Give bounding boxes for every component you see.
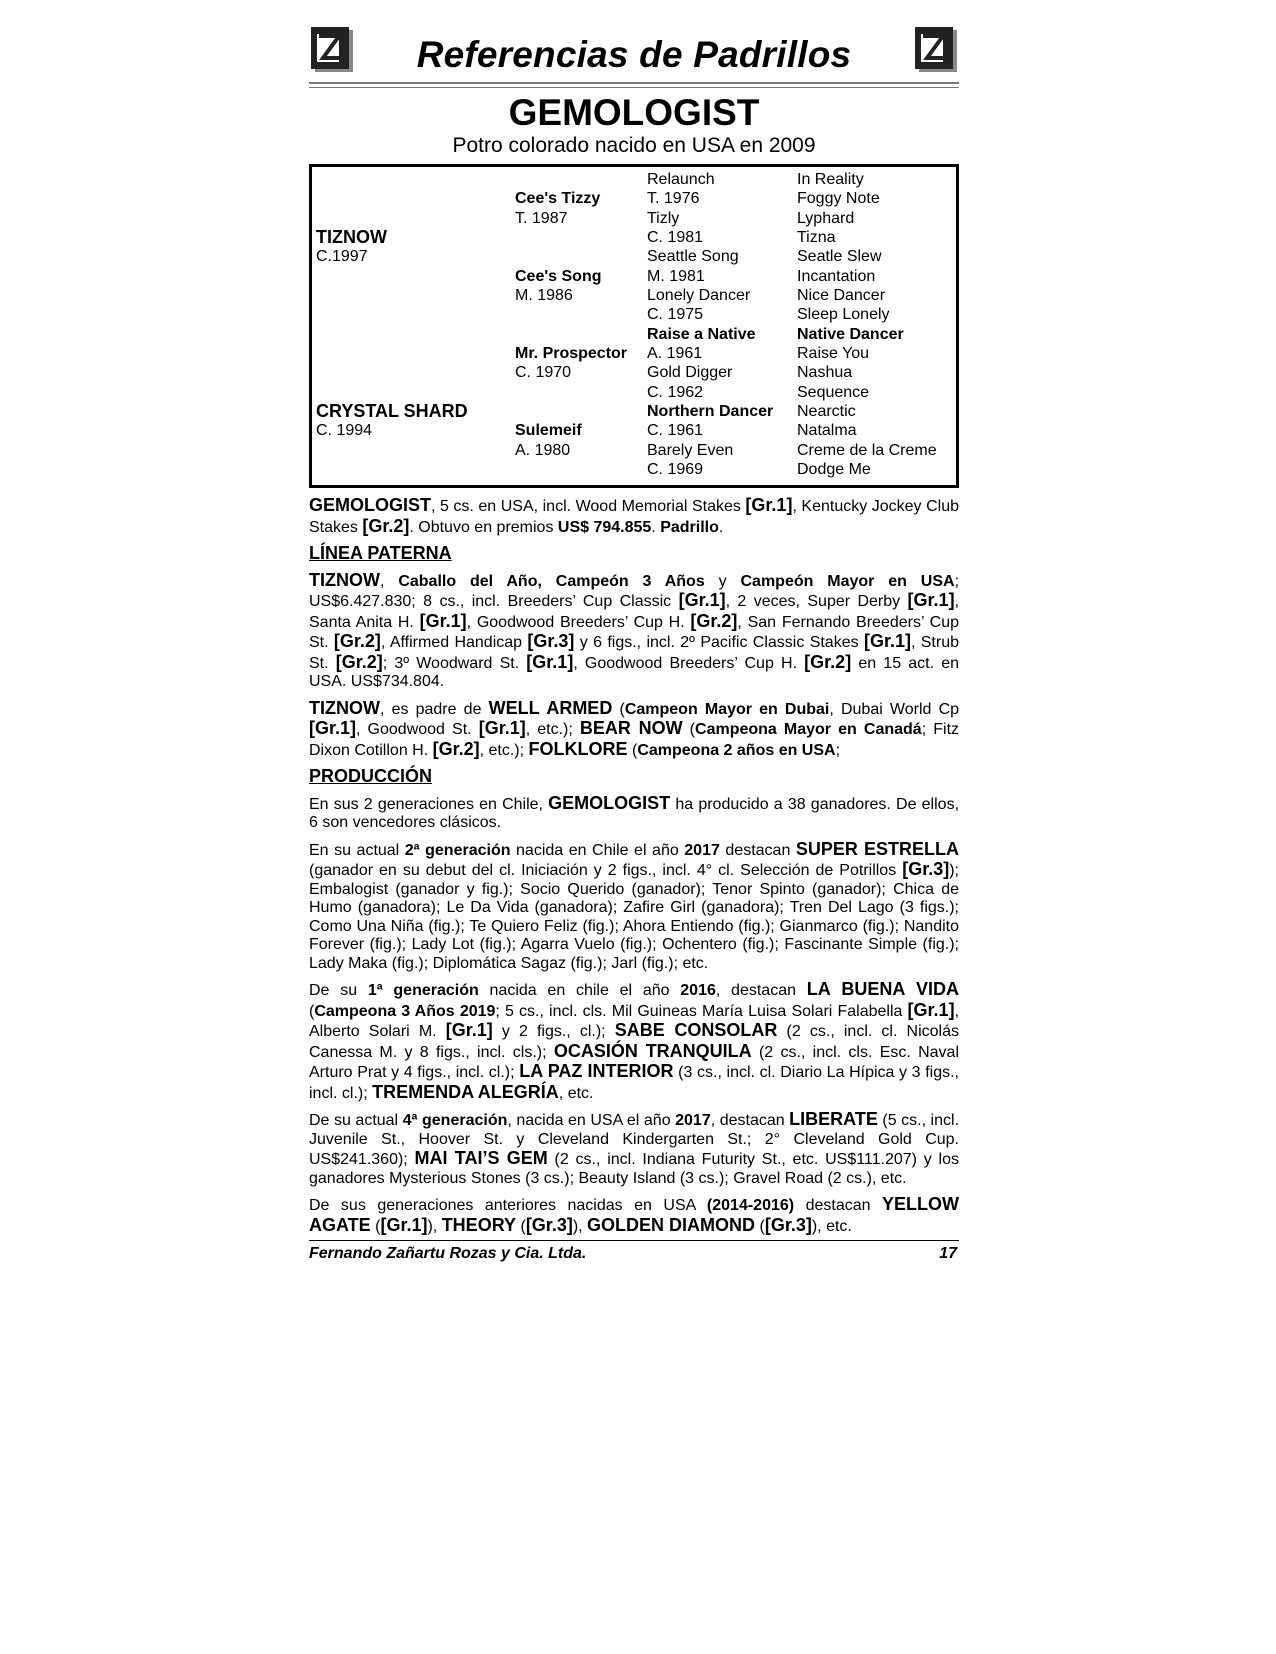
pedigree-cell <box>515 460 645 479</box>
text-run: , Goodwood Breeders’ Cup H. <box>466 613 691 631</box>
pedigree-cell: C. 1961 <box>647 422 704 440</box>
pedigree-cell: Relaunch <box>647 171 715 188</box>
text-run: [Gr.1] <box>478 718 526 738</box>
text-run: De su actual <box>309 1112 403 1129</box>
text-run: [Gr.1] <box>907 590 955 610</box>
pedigree-cell: TIZNOW <box>316 227 387 248</box>
text-run: (5 cs., incl. Juvenile St., Hoover St. y Cleveland Kindergarten St.; 2° Cleveland Gold Cup. US$241.360); <box>309 1112 960 1168</box>
text-run: OCASIÓN TRANQUILA <box>553 1040 752 1061</box>
text-run: ), <box>572 1217 588 1235</box>
text-run: GEMOLOGIST <box>548 792 671 813</box>
pedigree-cell: T. 1976 <box>647 190 700 208</box>
pedigree-cell: C.1997 <box>316 248 368 266</box>
text-run: ( <box>370 1217 381 1235</box>
text-run: , Affirmed Handicap <box>380 634 528 651</box>
page-header <box>309 20 959 78</box>
text-run: LÍNEA PATERNA <box>309 543 452 563</box>
text-run: ; 3º Woodward St. <box>382 654 527 672</box>
text-run: YELLOW AGATE <box>309 1194 959 1235</box>
text-run: [Gr.2] <box>432 738 480 759</box>
pedigree-cell: Raise You <box>797 345 870 363</box>
text-run: WELL ARMED <box>488 697 613 718</box>
pedigree-cell: Native Dancer <box>797 325 904 343</box>
logo-icon <box>913 26 959 74</box>
pedigree-cell <box>316 363 511 382</box>
text-run: [Gr.1] <box>419 610 467 631</box>
text-run: US$ 794.855 <box>557 518 652 536</box>
text-run: , Alberto Solari M. <box>309 1002 960 1040</box>
text-run: BEAR NOW <box>579 718 683 738</box>
pedigree-cell: M. 1981 <box>647 267 705 285</box>
pedigree-cell: Lonely Dancer <box>647 287 751 305</box>
pedigree-cell: Tizna <box>797 229 836 247</box>
pedigree-cell: Sulemeif <box>515 422 582 440</box>
paragraph <box>309 1110 959 1188</box>
text-run: , es padre de <box>379 700 489 718</box>
text-run: , 2 veces, Super Derby <box>725 593 908 610</box>
pedigree-cell <box>316 383 511 402</box>
pedigree-table <box>309 164 959 488</box>
pedigree-cell <box>316 344 511 363</box>
pedigree-cell: C. 1994 <box>316 422 373 440</box>
pedigree-cell: Raise a Native <box>647 325 756 343</box>
pedigree-cell <box>316 209 511 228</box>
pedigree-cell: C. 1970 <box>515 364 572 382</box>
text-run: 4ª generación <box>402 1112 508 1129</box>
footer-company: Fernando Zañartu Rozas y Cia. Ltda. <box>309 1245 587 1262</box>
text-run: ( <box>612 700 625 718</box>
pedigree-cell: Dodge Me <box>797 461 871 479</box>
text-run: , etc.); <box>525 721 580 738</box>
text-run: y <box>704 572 741 590</box>
text-run: , 5 cs. en USA, incl. Wood Memorial Stakes <box>431 498 746 515</box>
text-run: (2 cs., incl. cl. Nicolás Canessa M. y 8 figs., incl. cls.); <box>309 1023 959 1061</box>
text-run: nacida en Chile el año <box>510 841 685 859</box>
pedigree-cell <box>515 228 645 247</box>
text-run: ); Embalogist (ganador y fig.); Socio Querido (ganador); Tenor Spinto (ganador); Chica de Humo (ganadora); Le Da Vida (ganadora); Zafire Girl (ganadora); Tren Del Lago (3 figs.); Como Una Niña (fig.); Te Quiero Feliz (fig.); Ahora Entiendo (fig.); Gianmarco (fig.); Nandito Forever (fig.); Lady Lot (fig.); Agarra Vuelo (fig.); Ochentero (fig.); Fascinante Simple (fig.); Lady Maka (fig.); Diplomática Sagaz (fig.); Jarl (fig.); etc. <box>309 862 959 972</box>
text-run: . <box>651 518 661 536</box>
pedigree-cell: Sequence <box>797 383 870 401</box>
text-run: 2016 <box>680 982 716 999</box>
pedigree-cell: T. 1987 <box>515 209 568 227</box>
pedigree-cell <box>316 460 511 479</box>
text-run: , destacan <box>710 1112 790 1129</box>
text-run: Caballo del Año, Campeón 3 Años <box>398 572 705 590</box>
text-run: [Gr.2] <box>335 651 383 672</box>
text-run: , Santa Anita H. <box>309 593 960 631</box>
pedigree-cell <box>316 189 511 208</box>
text-run: (3 cs., incl. cl. Diario La Hípica y 3 figs., incl. cl.); <box>309 1064 959 1102</box>
paragraph <box>309 980 959 1103</box>
text-run: ), <box>427 1217 442 1235</box>
text-run: [Gr.1] <box>863 631 911 651</box>
header-rule <box>309 82 959 88</box>
pedigree-cell <box>316 286 511 305</box>
pedigree-cell: Cee's Song <box>515 267 602 285</box>
pedigree-cell <box>515 305 645 324</box>
text-run: SUPER ESTRELLA <box>795 838 959 859</box>
text-run: , Goodwood Breeders’ Cup H. <box>573 654 805 672</box>
text-run: destacan <box>794 1197 882 1214</box>
text-run: ( <box>682 721 696 738</box>
text-run: [Gr.1] <box>309 718 357 738</box>
text-run: [Gr.3] <box>764 1214 812 1235</box>
text-run: LIBERATE <box>789 1109 878 1129</box>
text-run: . Obtuvo en premios <box>409 518 558 536</box>
description-body <box>309 496 959 1236</box>
text-run: 2017 <box>675 1112 711 1129</box>
pedigree-cell: Nice Dancer <box>797 287 886 305</box>
text-run: , <box>379 572 399 590</box>
pedigree-cell: Gold Digger <box>647 364 733 382</box>
text-run: [Gr.1] <box>907 999 955 1020</box>
page <box>309 20 959 1243</box>
pedigree-cell <box>316 325 511 344</box>
text-run: De sus generaciones anteriores nacidas en USA <box>309 1197 707 1214</box>
text-run: ( <box>516 1217 526 1235</box>
pedigree-cell <box>515 325 645 344</box>
pedigree-cell <box>515 247 645 266</box>
pedigree-cell: Nearctic <box>797 403 856 421</box>
paragraph <box>309 794 959 833</box>
pedigree-cell <box>515 383 645 402</box>
text-run: TIZNOW <box>309 697 380 718</box>
pedigree-cell: C. 1969 <box>647 461 704 479</box>
pedigree-cell: Foggy Note <box>797 190 880 208</box>
text-run: y 6 figs., incl. 2º Pacific Classic Stakes <box>574 634 864 651</box>
text-run: Campeón Mayor en USA <box>740 572 955 590</box>
pedigree-cell: C. 1962 <box>647 383 704 401</box>
text-run: SABE CONSOLAR <box>614 1020 778 1040</box>
text-run: , Strub St. <box>309 634 959 672</box>
text-run: [Gr.1] <box>745 495 793 515</box>
text-run: De su <box>309 982 368 999</box>
text-run: Campeon Mayor en Dubai <box>624 700 830 718</box>
text-run: LA PAZ INTERIOR <box>519 1061 674 1081</box>
horse-name: GEMOLOGIST <box>508 92 760 133</box>
pedigree-cell: Mr. Prospector <box>515 345 628 363</box>
text-run: THEORY <box>441 1214 517 1235</box>
pedigree-cell: Incantation <box>797 267 876 285</box>
pedigree-cell <box>515 402 645 421</box>
text-run: , destacan <box>715 982 807 999</box>
pedigree-cell: M. 1986 <box>515 287 573 305</box>
pedigree-cell <box>316 441 511 460</box>
text-run: ; 5 cs., incl. cls. Mil Guineas María Luisa Solari Falabella <box>495 1002 908 1020</box>
horse-description: Potro colorado nacido en USA en 2009 <box>452 134 816 157</box>
pedigree-cell: In Reality <box>797 171 864 188</box>
pedigree-cell: A. 1961 <box>647 345 703 363</box>
pedigree-cell: Barely Even <box>647 441 734 459</box>
text-run: [Gr.1] <box>526 651 574 672</box>
text-run: MAI TAI’S GEM <box>414 1148 548 1168</box>
pedigree-column-great-great-grandparents <box>797 170 957 480</box>
text-run: TIZNOW <box>309 569 380 590</box>
text-run: [Gr.3] <box>525 1214 573 1235</box>
text-run: [Gr.2] <box>690 610 738 631</box>
pedigree-cell: Creme de la Creme <box>797 441 937 459</box>
pedigree-cell: C. 1975 <box>647 306 704 324</box>
text-run: en 15 act. en USA. US$734.804. <box>309 654 959 690</box>
text-run: , nacida en USA el año <box>507 1112 676 1129</box>
header-title: Referencias de Padrillos <box>416 34 852 75</box>
text-run: , Dubai World Cp <box>829 700 960 718</box>
text-run: ; <box>835 741 841 759</box>
pedigree-cell: Lyphard <box>797 209 855 227</box>
text-run: (2 cs., incl. Indiana Futurity St., etc. US$111.207) y los ganadores Mysterious Stones (3 cs.); Beauty Island (3 cs.); Gravel Road (2 cs.), etc. <box>309 1151 959 1187</box>
text-run: ), etc. <box>811 1217 852 1235</box>
pedigree-column-sire-dam <box>316 170 511 480</box>
text-run: destacan <box>719 841 796 859</box>
page-number: 17 <box>939 1245 957 1262</box>
text-run: [Gr.3] <box>902 859 950 879</box>
pedigree-cell: Sleep Lonely <box>797 306 890 324</box>
text-run: [Gr.1] <box>445 1020 493 1040</box>
text-run: Campeona 2 años en USA <box>637 741 836 759</box>
text-run: , Goodwood St. <box>356 721 479 738</box>
pedigree-cell: C. 1981 <box>647 229 704 247</box>
text-run: GEMOLOGIST <box>309 495 432 515</box>
text-run: , Kentucky Jockey Club Stakes <box>309 498 960 536</box>
text-run: ( <box>755 1217 765 1235</box>
text-run: ha producido a 38 ganadores. De ellos, 6 son vencedores clásicos. <box>309 795 960 831</box>
text-run: ; Fitz Dixon Cotillon H. <box>309 721 960 759</box>
paragraph <box>309 496 959 537</box>
text-run: 2ª generación <box>404 841 511 859</box>
text-run: y 2 figs., cl.); <box>492 1023 615 1040</box>
pedigree-cell: Seattle Song <box>647 248 739 266</box>
paragraph <box>309 1195 959 1236</box>
text-run: [Gr.1] <box>678 590 726 610</box>
text-run: 2017 <box>684 841 720 859</box>
text-run: Padrillo <box>660 518 719 536</box>
text-run: [Gr.2] <box>362 515 410 536</box>
text-run: [Gr.2] <box>333 631 381 651</box>
pedigree-cell <box>515 170 645 189</box>
text-run: GOLDEN DIAMOND <box>587 1214 756 1235</box>
paragraph <box>309 571 959 692</box>
text-run: [Gr.1] <box>380 1214 428 1235</box>
pedigree-cell: Cee's Tizzy <box>515 190 601 208</box>
text-run: nacida en chile el año <box>478 982 681 999</box>
text-run: [Gr.3] <box>527 631 575 651</box>
text-run: ; US$6.427.830; 8 cs., incl. Breeders’ Cup Classic <box>309 572 960 610</box>
pedigree-column-grandparents <box>515 170 645 480</box>
pedigree-cell: Natalma <box>797 422 857 440</box>
pedigree-cell <box>316 267 511 286</box>
pedigree-cell: A. 1980 <box>515 441 571 459</box>
pedigree-cell <box>316 170 511 189</box>
text-run: TREMENDA ALEGRÍA <box>372 1081 559 1102</box>
text-run: LA BUENA VIDA <box>806 979 960 999</box>
section-heading <box>309 767 959 786</box>
text-run: (2 cs., incl. cls. Esc. Naval Arturo Prat y 4 figs., incl. cl.); <box>309 1043 960 1081</box>
pedigree-cell: Seatle Slew <box>797 248 882 266</box>
pedigree-cell: Northern Dancer <box>647 403 774 421</box>
text-run: PRODUCCIÓN <box>309 766 433 786</box>
text-run: [Gr.2] <box>804 651 852 672</box>
text-run: ( <box>309 1002 315 1020</box>
text-run: FOLKLORE <box>528 738 628 759</box>
text-run: Campeona 3 Años 2019 <box>314 1002 496 1020</box>
section-heading <box>309 544 959 563</box>
text-run: , etc. <box>558 1084 594 1102</box>
text-run: , etc.); <box>479 741 529 759</box>
text-run: . <box>718 518 724 536</box>
text-run: En sus 2 generaciones en Chile, <box>309 795 549 813</box>
pedigree-cell: Nashua <box>797 364 853 382</box>
text-run: Campeona Mayor en Canadá <box>695 721 922 738</box>
page-footer <box>309 1240 959 1263</box>
text-run: (ganador en su debut del cl. Iniciación y 2 figs., incl. 4° cl. Selección de Potrillos <box>309 862 903 879</box>
text-run: , San Fernando Breeders’ Cup St. <box>309 613 960 651</box>
text-run: 1ª generación <box>367 982 479 999</box>
paragraph <box>309 840 959 974</box>
pedigree-cell: CRYSTAL SHARD <box>316 401 468 422</box>
pedigree-cell <box>316 305 511 324</box>
paragraph <box>309 699 959 761</box>
pedigree-column-great-grandparents <box>647 170 795 480</box>
pedigree-cell: Tizly <box>647 209 680 227</box>
text-run: En su actual <box>309 841 405 859</box>
text-run: (2014-2016) <box>706 1197 795 1214</box>
text-run: ( <box>627 741 638 759</box>
